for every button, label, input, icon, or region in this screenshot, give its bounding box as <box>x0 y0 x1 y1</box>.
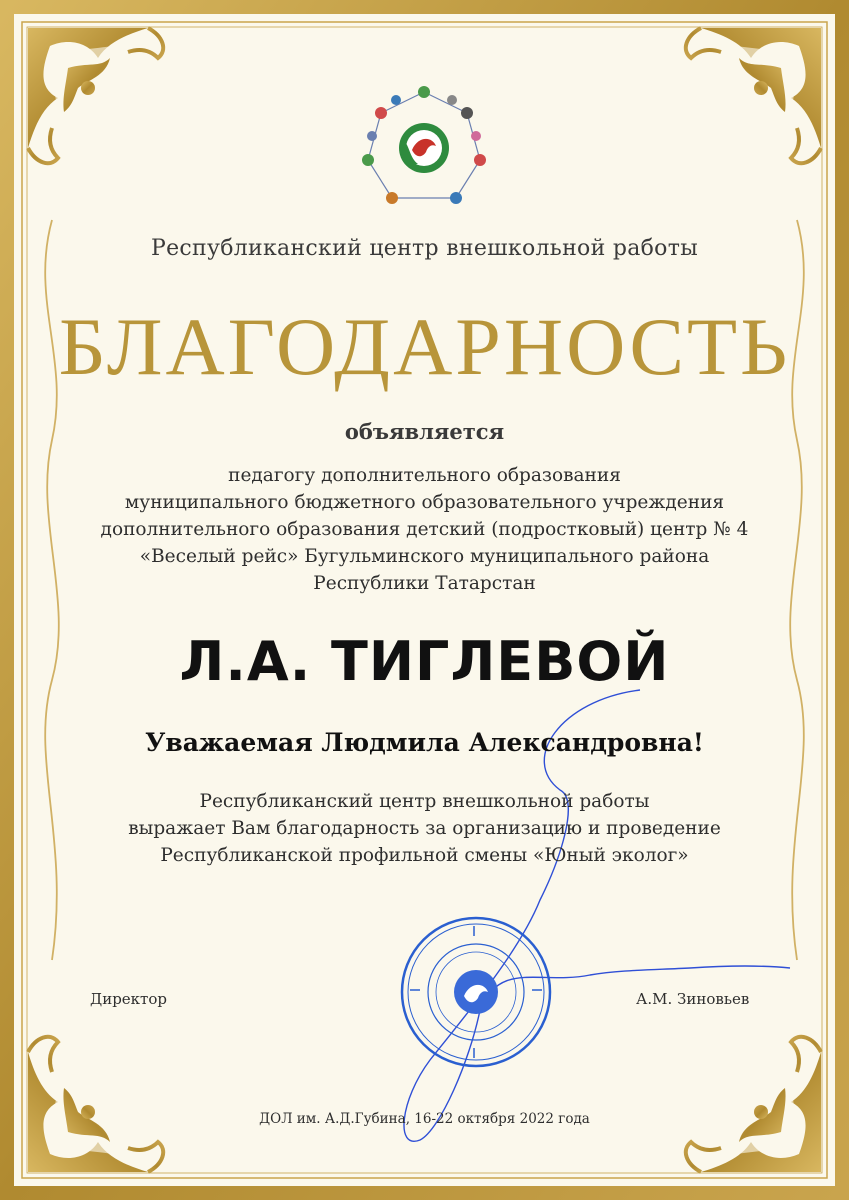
recipient-line: дополнительного образования детский (подростковый) центр № 4 <box>100 519 749 540</box>
recipient-line: Республики Татарстан <box>313 573 536 594</box>
certificate-title: БЛАГОДАРНОСТЬ <box>58 301 791 392</box>
organization-name: Республиканский центр внешкольной работы <box>150 236 699 261</box>
recipient-line: педагогу дополнительного образования <box>228 465 621 486</box>
gratitude-message <box>0 788 849 869</box>
message-line: Республиканский центр внешкольной работы <box>199 791 650 812</box>
event-footer: ДОЛ им. А.Д.Губина, 16-22 октября 2022 года <box>259 1111 590 1127</box>
recipient-line: муниципального бюджетного образовательного учреждения <box>124 492 725 513</box>
declared-label: объявляется <box>344 419 505 444</box>
signer-title: Директор <box>90 990 167 1008</box>
signer-name: А.М. Зиновьев <box>636 990 750 1008</box>
recipient-description <box>0 462 849 597</box>
greeting: Уважаемая Людмила Александровна! <box>145 728 704 757</box>
message-line: выражает Вам благодарность за организацию и проведение <box>128 818 721 839</box>
recipient-line: «Веселый рейс» Бугульминского муниципального района <box>139 546 710 567</box>
message-line: Республиканской профильной смены «Юный эколог» <box>160 845 689 866</box>
recipient-name: Л.А. ТИГЛЕВОЙ <box>179 630 670 693</box>
